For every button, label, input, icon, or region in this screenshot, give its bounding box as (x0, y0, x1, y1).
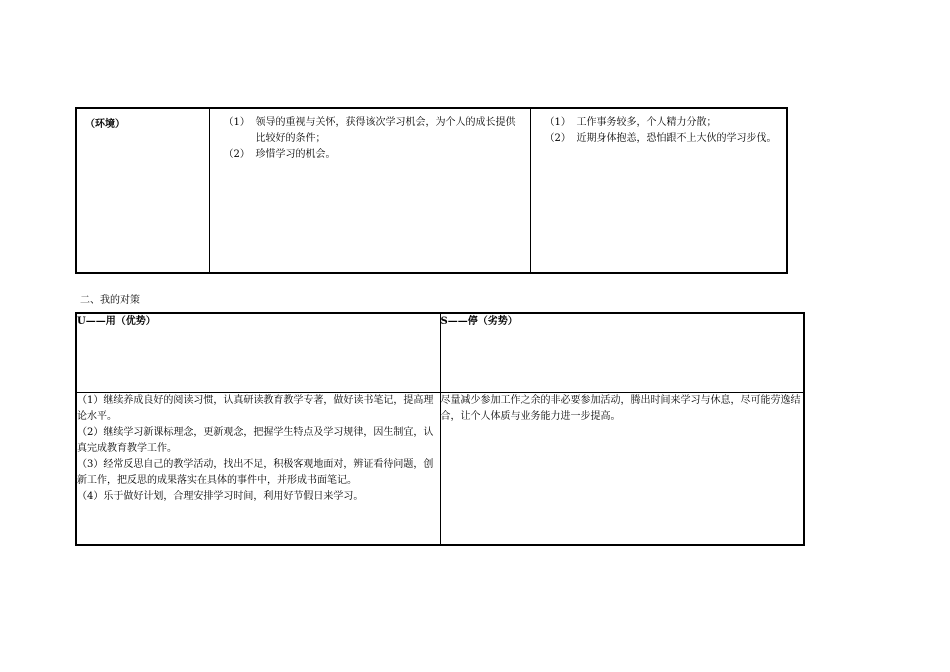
environment-table (75, 107, 788, 274)
list-item: （1）继续养成良好的阅读习惯，认真研读教育教学专著，做好读书笔记，提高理论水平。 (77, 395, 434, 422)
environment-weaknesses-list (531, 109, 787, 147)
s-text: 尽量减少参加工作之余的非必要参加活动，腾出时间来学习与休息，尽可能劳逸结合，让个人体质与业务能力进一步提高。 (440, 395, 801, 422)
strategy-table (75, 312, 805, 546)
environment-label: （环境） (85, 119, 125, 130)
list-item: （1） 领导的重视与关怀，获得该次学习机会，为个人的成长提供比较好的条件； (223, 117, 516, 144)
list-item: （4）乐于做好计划，合理安排学习时间，利用好节假日来学习。 (77, 491, 364, 502)
environment-weaknesses-cell (530, 108, 787, 273)
section-title: 二、我的对策 (80, 295, 140, 306)
list-item: （2）继续学习新课标理念，更新观念，把握学生特点及学习规律，因生制宜，认真完成教育教学工作。 (77, 427, 434, 454)
environment-label-cell (76, 108, 209, 273)
list-item: （1） 工作事务较多，个人精力分散； (544, 117, 717, 128)
list-item: （2） 近期身体抱恙，恐怕跟不上大伙的学习步伐。 (544, 133, 777, 144)
list-item: （2） 珍惜学习的机会。 (223, 149, 336, 160)
s-header: S——停（劣势） (440, 313, 804, 393)
u-content (76, 393, 440, 546)
u-header: U——用（优势） (76, 313, 440, 393)
environment-strengths-cell (209, 108, 530, 273)
list-item: （3）经常反思自己的教学活动，找出不足，积极客观地面对，辨证看待问题，创新工作，把反思的成果落实在具体的事件中，并形成书面笔记。 (77, 459, 434, 486)
s-content (440, 393, 804, 546)
environment-strengths-list (210, 109, 530, 163)
